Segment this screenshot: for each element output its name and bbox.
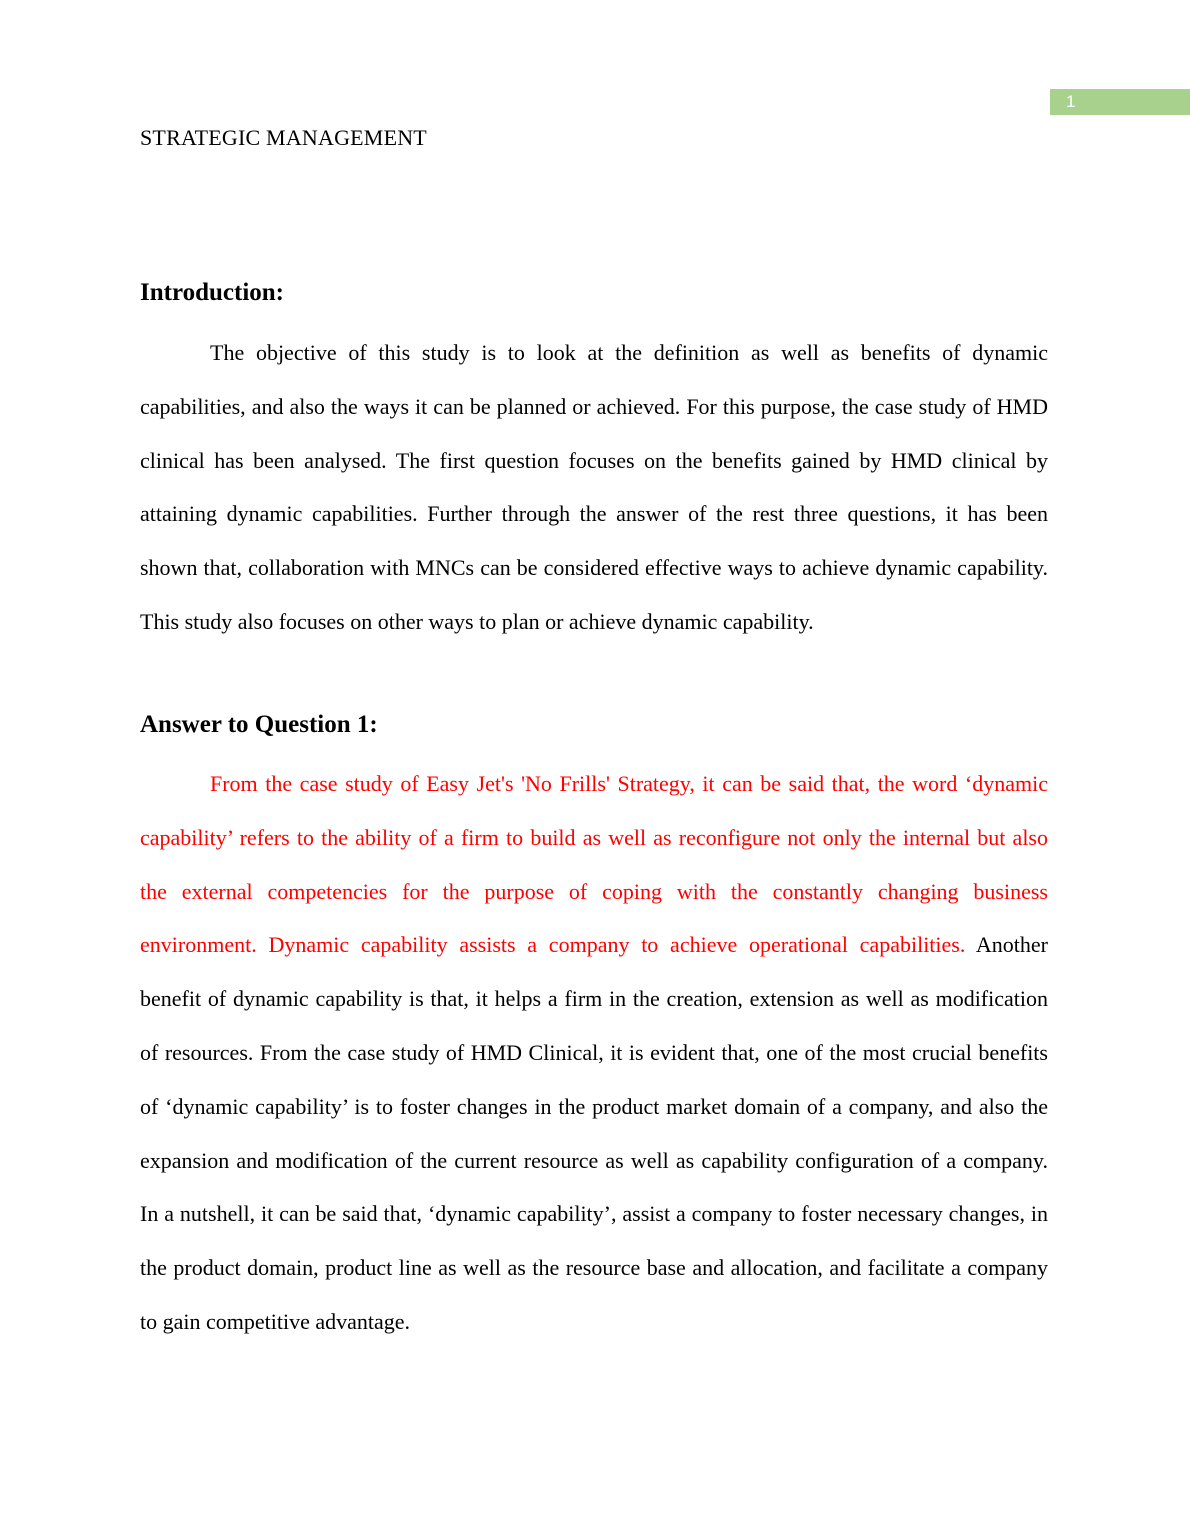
running-head: STRATEGIC MANAGEMENT — [140, 125, 427, 150]
page-number: 1 — [1066, 92, 1076, 111]
highlighted-text: From the case study of Easy Jet's 'No Frills' Strategy, it can be said that, the word ‘dynamic capability’ refers to the ability of a firm to build as well as reconfigure not only the internal but also the external competencies for the purpose of coping with the constantly changing business environment. Dynamic capability assists a company to achieve operational capabilities. — [140, 771, 1048, 958]
question-1-paragraph — [140, 757, 1048, 1349]
page-number-badge — [1050, 89, 1190, 115]
introduction-paragraph: The objective of this study is to look at the definition as well as benefits of dynamic capabilities, and also the ways it can be planned or achieved. For this purpose, the case study of HMD clinical has been analysed. The first question focuses on the benefits gained by HMD clinical by attaining dynamic capabilities. Further through the answer of the rest three questions, it has been shown that, collaboration with MNCs can be considered effective ways to achieve dynamic capability. This study also focuses on other ways to plan or achieve dynamic capability. — [140, 340, 1048, 634]
body-text: Another benefit of dynamic capability is that, it helps a firm in the creation, extension as well as modification of resources. From the case study of HMD Clinical, it is evident that, one of the most crucial benefits of ‘dynamic capability’ is to foster changes in the product market domain of a company, and also the expansion and modification of the current resource as well as capability configuration of a company. In a nutshell, it can be said that, ‘dynamic capability’, assist a company to foster necessary changes, in the product domain, product line as well as the resource base and allocation, and facilitate a company to gain competitive advantage. — [140, 932, 1048, 1334]
introduction-heading: Introduction: — [140, 279, 285, 306]
question-1-heading: Answer to Question 1: — [140, 711, 378, 738]
